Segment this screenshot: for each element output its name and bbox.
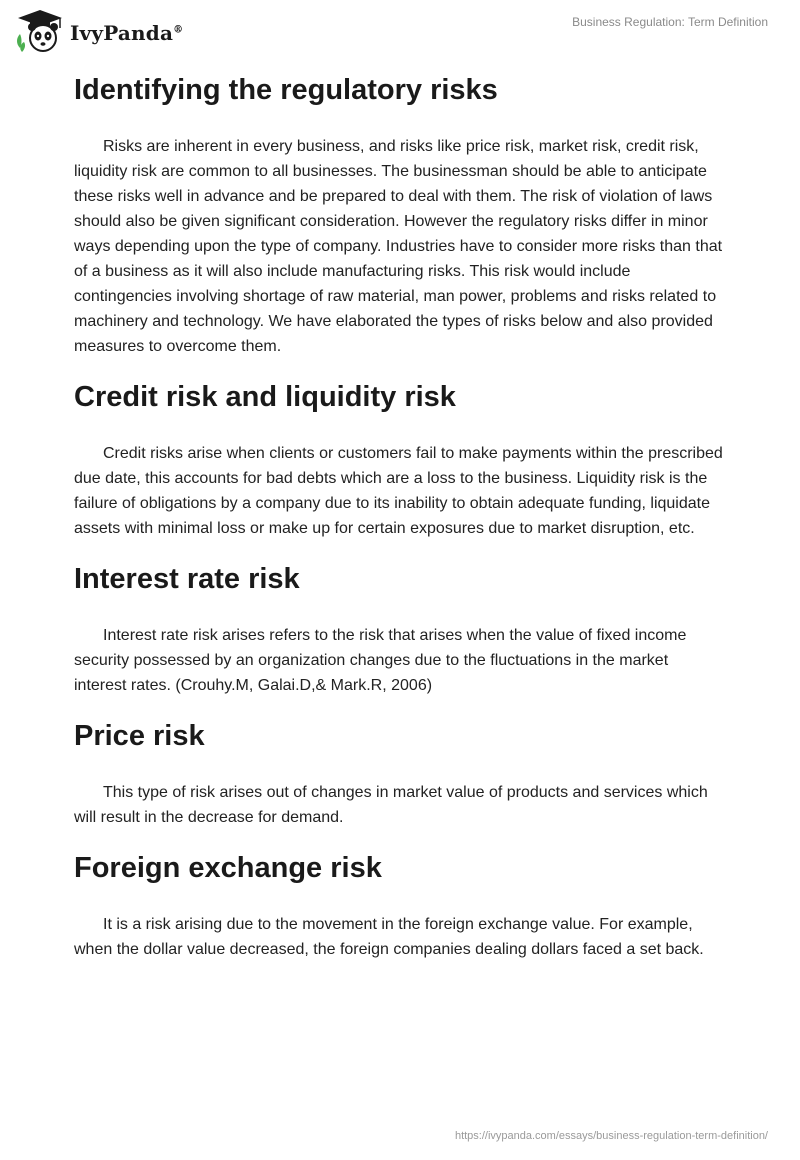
section-paragraph: This type of risk arises out of changes in market value of products and services which will result in the decrease for demand. (74, 784, 708, 826)
ivypanda-logo[interactable] (14, 8, 183, 54)
section-heading: Interest rate risk (74, 563, 300, 595)
section-heading: Credit risk and liquidity risk (74, 381, 456, 413)
section-interest-rate-risk (74, 561, 724, 698)
section-paragraph: Interest rate risk arises refers to the risk that arises when the value of fixed income security possessed by an organization changes due to the fluctuations in the market interest rates. (Crouhy.M, Galai.D,& Mark.R, 2006) (74, 627, 687, 694)
section-price-risk (74, 718, 724, 830)
section-heading: Foreign exchange risk (74, 852, 382, 884)
section-credit-liquidity-risk (74, 379, 724, 541)
section-paragraph: Risks are inherent in every business, and risks like price risk, market risk, credit risk, liquidity risk are common to all businesses. The businessman should be able to anticipate these risks well in advance and be prepared to deal with them. The risk of violation of laws should also be given significant consideration. However the regulatory risks differ in minor ways depending upon the type of company. Industries have to consider more risks than that of a business as it will also include manufacturing risks. This risk would include contingencies involving shortage of raw material, man power, problems and risks related to machinery and technology. We have elaborated the types of risks below and also provided measures to overcome them. (74, 138, 723, 355)
section-identifying-regulatory-risks (74, 72, 724, 359)
panda-graduation-cap-icon (14, 8, 66, 54)
section-heading: Identifying the regulatory risks (74, 74, 498, 106)
brand-name: IvyPanda® (70, 21, 184, 45)
section-paragraph: Credit risks arise when clients or customers fail to make payments within the prescribed due date, this accounts for bad debts which are a loss to the business. Liquidity risk is the failure of obligations by a company due to its inability to obtain adequate funding, liquidate assets with minimal loss or make up for certain exposures due to market disruption, etc. (74, 445, 723, 537)
section-foreign-exchange-risk (74, 850, 724, 962)
running-title: Business Regulation: Term Definition (572, 15, 768, 29)
page-header (0, 0, 800, 60)
section-heading: Price risk (74, 720, 205, 752)
section-paragraph: It is a risk arising due to the movement in the foreign exchange value. For example, when the dollar value decreased, the foreign companies dealing dollars faced a set back. (74, 916, 704, 958)
essay-content (74, 72, 724, 982)
source-url-link[interactable]: https://ivypanda.com/essays/business-regulation-term-definition/ (454, 1130, 768, 1142)
